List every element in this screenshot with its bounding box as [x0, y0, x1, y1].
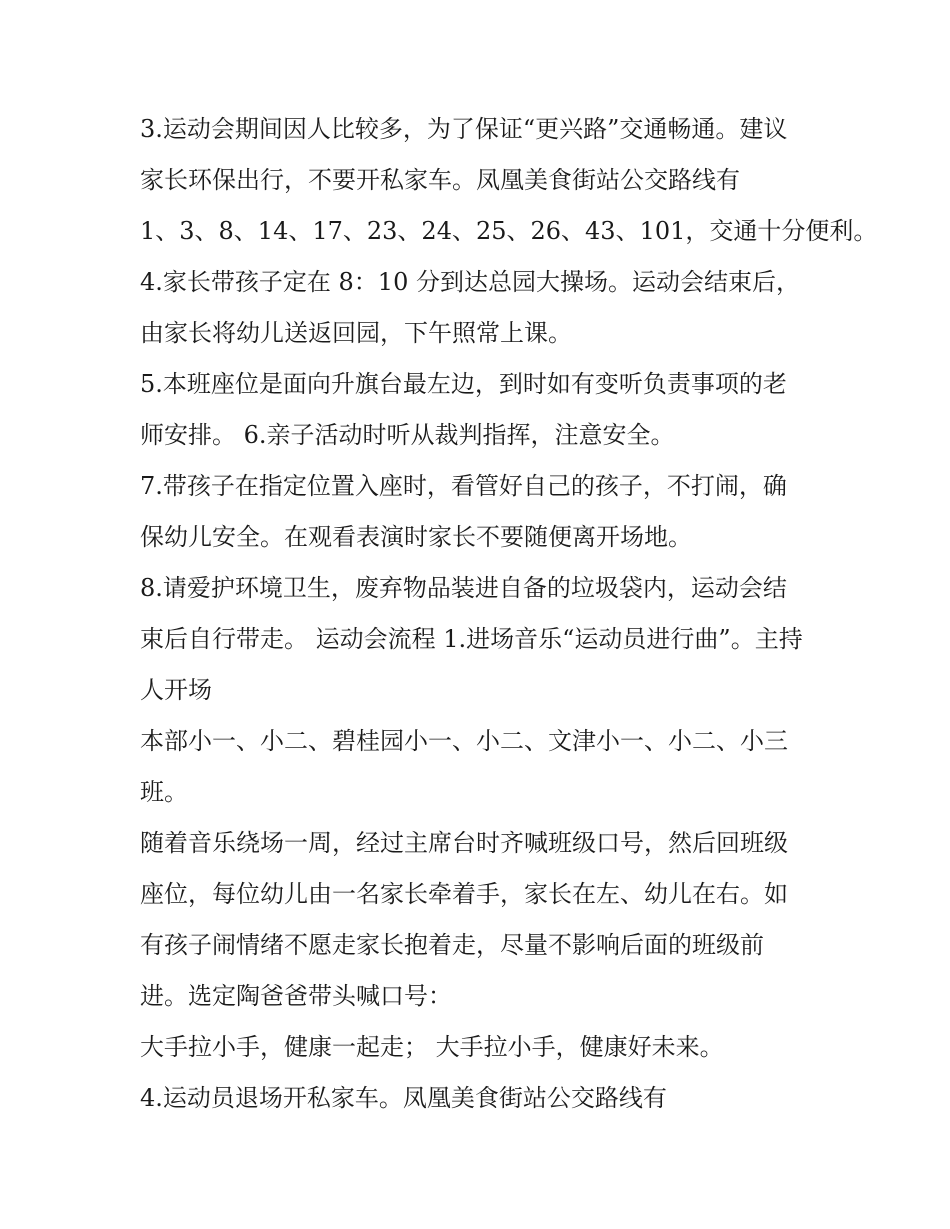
text-line-2: 家长环保出行，不要开私家车。凤凰美食街站公交路线有	[140, 166, 740, 194]
text-line-12: 人开场	[140, 676, 212, 704]
text-line-7: 师安排。 6.亲子活动时听从裁判指挥，注意安全。	[140, 421, 675, 449]
text-line-19: 大手拉小手，健康一起走； 大手拉小手，健康好未来。	[140, 1033, 724, 1061]
text-line-8: 7.带孩子在指定位置入座时，看管好自己的孩子，不打闹，确	[140, 472, 787, 500]
text-line-9: 保幼儿安全。在观看表演时家长不要随便离开场地。	[140, 523, 692, 551]
text-line-4: 4.家长带孩子定在 8：10 分到达总园大操场。运动会结束后，	[140, 268, 800, 296]
text-line-6: 5.本班座位是面向升旗台最左边，到时如有变听负责事项的老	[140, 370, 787, 398]
text-line-16: 座位，每位幼儿由一名家长牵着手，家长在左、幼儿在右。如	[140, 880, 788, 908]
text-line-18: 进。选定陶爸爸带头喊口号：	[140, 982, 452, 1010]
text-line-17: 有孩子闹情绪不愿走家长抱着走，尽量不影响后面的班级前	[140, 931, 764, 959]
text-line-15: 随着音乐绕场一周，经过主席台时齐喊班级口号，然后回班级	[140, 829, 788, 857]
text-line-11: 束后自行带走。 运动会流程 1.进场音乐“运动员进行曲”。主持	[140, 625, 803, 653]
text-line-10: 8.请爱护环境卫生，废弃物品装进自备的垃圾袋内，运动会结	[140, 574, 787, 602]
text-line-20: 4.运动员退场开私家车。凤凰美食街站公交路线有	[140, 1084, 667, 1112]
text-line-13: 本部小一、小二、碧桂园小一、小二、文津小一、小二、小三	[140, 727, 788, 755]
text-line-3: 1、3、8、14、17、23、24、25、26、43、101，交通十分便利。	[140, 217, 878, 245]
text-line-14: 班。	[140, 778, 188, 806]
text-line-1: 3.运动会期间因人比较多，为了保证“更兴路”交通畅通。建议	[140, 115, 788, 143]
text-line-5: 由家长将幼儿送返回园，下午照常上课。	[140, 319, 572, 347]
document-body	[140, 104, 878, 1124]
